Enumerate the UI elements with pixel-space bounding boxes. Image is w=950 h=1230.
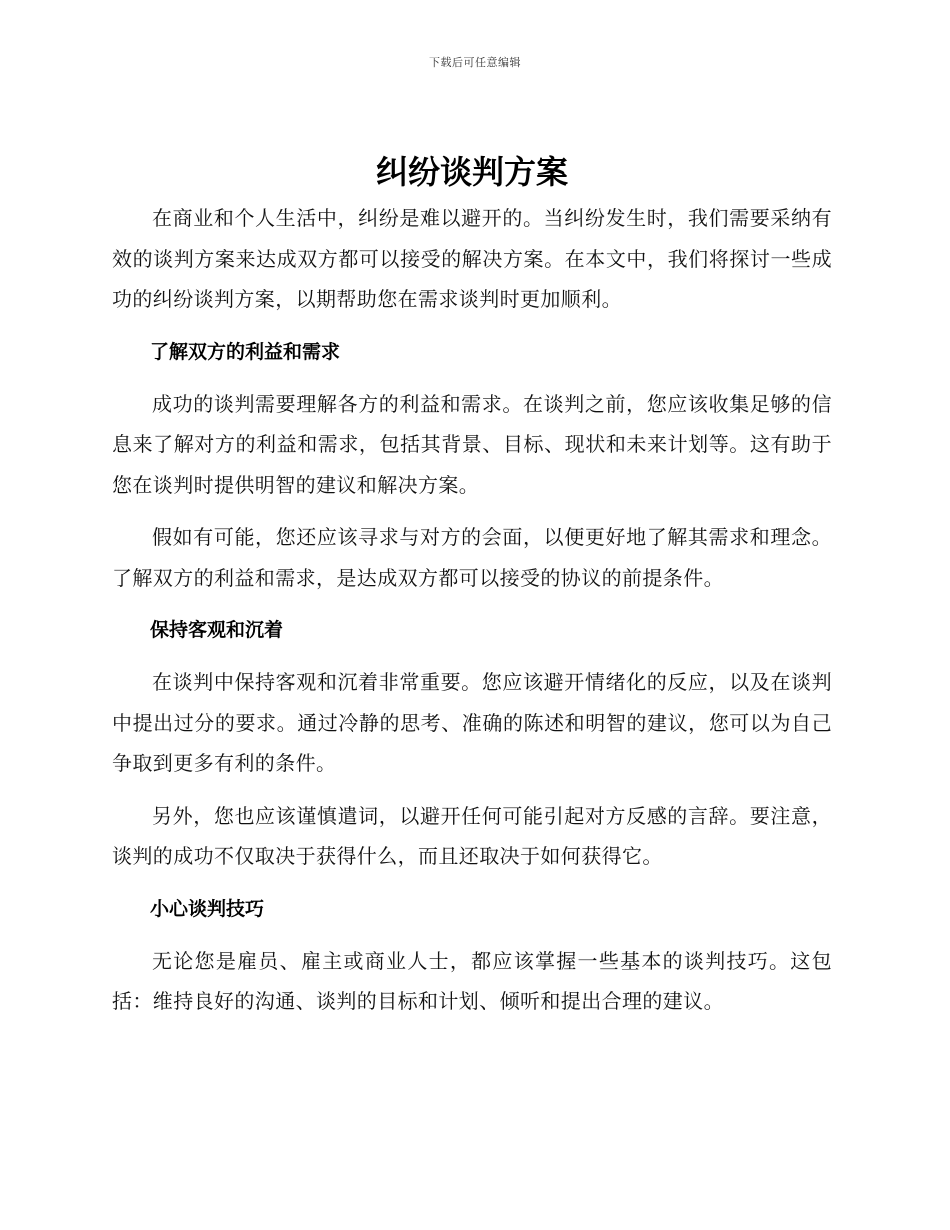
section-heading: 保持客观和沉着 [150, 619, 284, 641]
section-negotiation-skills [112, 889, 832, 1022]
section-paragraph: 在谈判中保持客观和沉着非常重要。您应该避开情绪化的反应，以及在谈判中提出过分的要求。通过冷静的思考、准确的陈述和明智的建议，您可以为自己争取到更多有利的条件。 [112, 670, 832, 775]
intro-paragraph: 在商业和个人生活中，纠纷是难以避开的。当纠纷发生时，我们需要采纳有效的谈判方案来达成双方都可以接受的解决方案。在本文中，我们将探讨一些成功的纠纷谈判方案，以期帮助您在需求谈判时更加顺利。 [112, 206, 832, 311]
section-heading: 了解双方的利益和需求 [150, 340, 341, 363]
section-paragraph: 无论您是雇员、雇主或商业人士，都应该掌握一些基本的谈判技巧。这包括：维持良好的沟通、谈判的目标和计划、倾听和提出合理的建议。 [112, 948, 832, 1013]
section-paragraph: 另外，您也应该谨慎遣词，以避开任何可能引起对方反感的言辞。要注意，谈判的成功不仅取决于获得什么，而且还取决于如何获得它。 [112, 803, 832, 868]
header-note: 下载后可任意编辑 [429, 56, 521, 69]
section-understand-interests [112, 332, 832, 599]
page-content [112, 150, 832, 1034]
section-stay-objective [112, 610, 832, 877]
section-paragraph: 成功的谈判需要理解各方的利益和需求。在谈判之前，您应该收集足够的信息来了解对方的利益和需求，包括其背景、目标、现状和未来计划等。这有助于您在谈判时提供明智的建议和解决方案。 [112, 391, 832, 497]
section-paragraph: 假如有可能，您还应该寻求与对方的会面，以便更好地了解其需求和理念。了解双方的利益和需求，是达成双方都可以接受的协议的前提条件。 [112, 525, 832, 590]
document-title: 纠纷谈判方案 [375, 153, 568, 191]
section-heading: 小心谈判技巧 [150, 897, 265, 920]
